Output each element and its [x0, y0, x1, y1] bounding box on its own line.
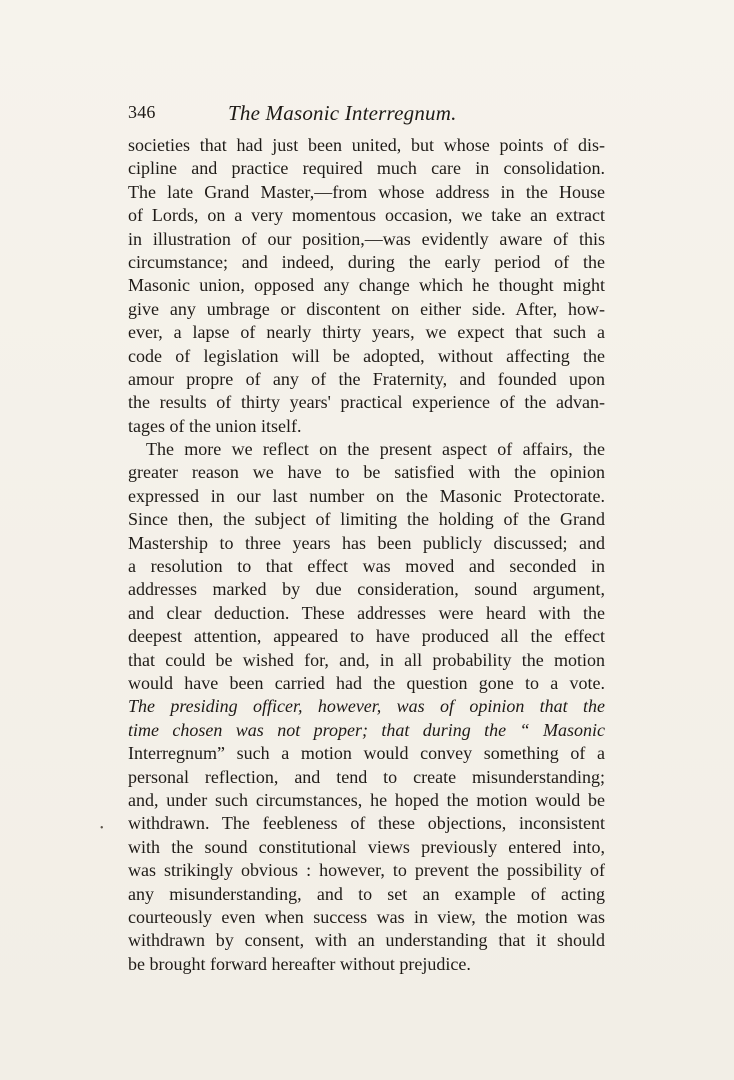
text-line-21: and clear deduction. These addresses were heard with the [128, 602, 605, 623]
text-line-3: The late Grand Master,—from whose address in the House [128, 181, 605, 202]
text-line-30: withdrawn. The feebleness of these objections, inconsistent [128, 813, 605, 834]
body-text [128, 134, 605, 976]
running-title: The Masonic Interregnum. [228, 101, 457, 125]
text-line-13: tages of the union itself. [128, 415, 302, 436]
text-line-17: Since then, the subject of limiting the holding of the Grand [128, 509, 605, 530]
text-line-11: amour propre of any of the Fraternity, and founded upon [128, 368, 605, 389]
text-line-1: societies that had just been united, but whose points of dis- [128, 135, 605, 155]
text-line-16: expressed in our last number on the Masonic Protectorate. [128, 485, 605, 506]
text-line-32: was strikingly obvious : however, to prevent the possibility of [128, 860, 605, 881]
text-line-29: and, under such circumstances, he hoped the motion would be [128, 789, 605, 810]
text-line-7: Masonic union, opposed any change which he thought might [128, 275, 605, 296]
text-line-14: The more we reflect on the present aspect of affairs, the [146, 439, 605, 460]
text-line-31: with the sound constitutional views previously entered into, [128, 836, 605, 857]
text-line-5: in illustration of our position,—was evidently aware of this [128, 228, 605, 249]
text-line-34: courteously even when success was in view, the motion was [128, 906, 605, 927]
running-head [128, 102, 606, 128]
text-line-24: would have been carried had the question gone to a vote. [128, 672, 605, 693]
text-line-15: greater reason we have to be satisfied with the opinion [128, 462, 605, 483]
text-line-35: withdrawn by consent, with an understanding that it should [128, 930, 605, 951]
text-line-2: cipline and practice required much care in consolidation. [128, 158, 605, 179]
text-line-6: circumstance; and indeed, during the early period of the [128, 251, 605, 272]
margin-dot: • [100, 823, 104, 834]
text-line-10: code of legislation will be adopted, without affecting the [128, 345, 605, 366]
text-line-4: of Lords, on a very momentous occasion, we take an extract [128, 205, 605, 226]
text-line-20: addresses marked by due consideration, sound argument, [128, 579, 605, 600]
text-line-18: Mastership to three years has been publicly discussed; and [128, 532, 605, 553]
text-line-23: that could be wished for, and, in all probability the motion [128, 649, 605, 670]
text-line-19: a resolution to that effect was moved and seconded in [128, 556, 605, 577]
page-number: 346 [128, 102, 156, 122]
text-line-36: be brought forward hereafter without prejudice. [128, 953, 471, 974]
text-line-26: time chosen was not proper; that during the “ Masonic [128, 719, 605, 740]
text-line-27: Interregnum” such a motion would convey something of a [128, 743, 605, 764]
text-line-33: any misunderstanding, and to set an example of acting [128, 883, 605, 904]
text-line-9: ever, a lapse of nearly thirty years, we expect that such a [128, 322, 605, 343]
text-line-22: deepest attention, appeared to have produced all the effect [128, 626, 605, 647]
text-line-12: the results of thirty years' practical experience of the advan- [128, 392, 605, 413]
text-line-8: give any umbrage or discontent on either side. After, how- [128, 298, 605, 319]
text-line-25: The presiding officer, however, was of opinion that the [128, 696, 605, 717]
text-line-28: personal reflection, and tend to create misunderstanding; [128, 766, 605, 787]
